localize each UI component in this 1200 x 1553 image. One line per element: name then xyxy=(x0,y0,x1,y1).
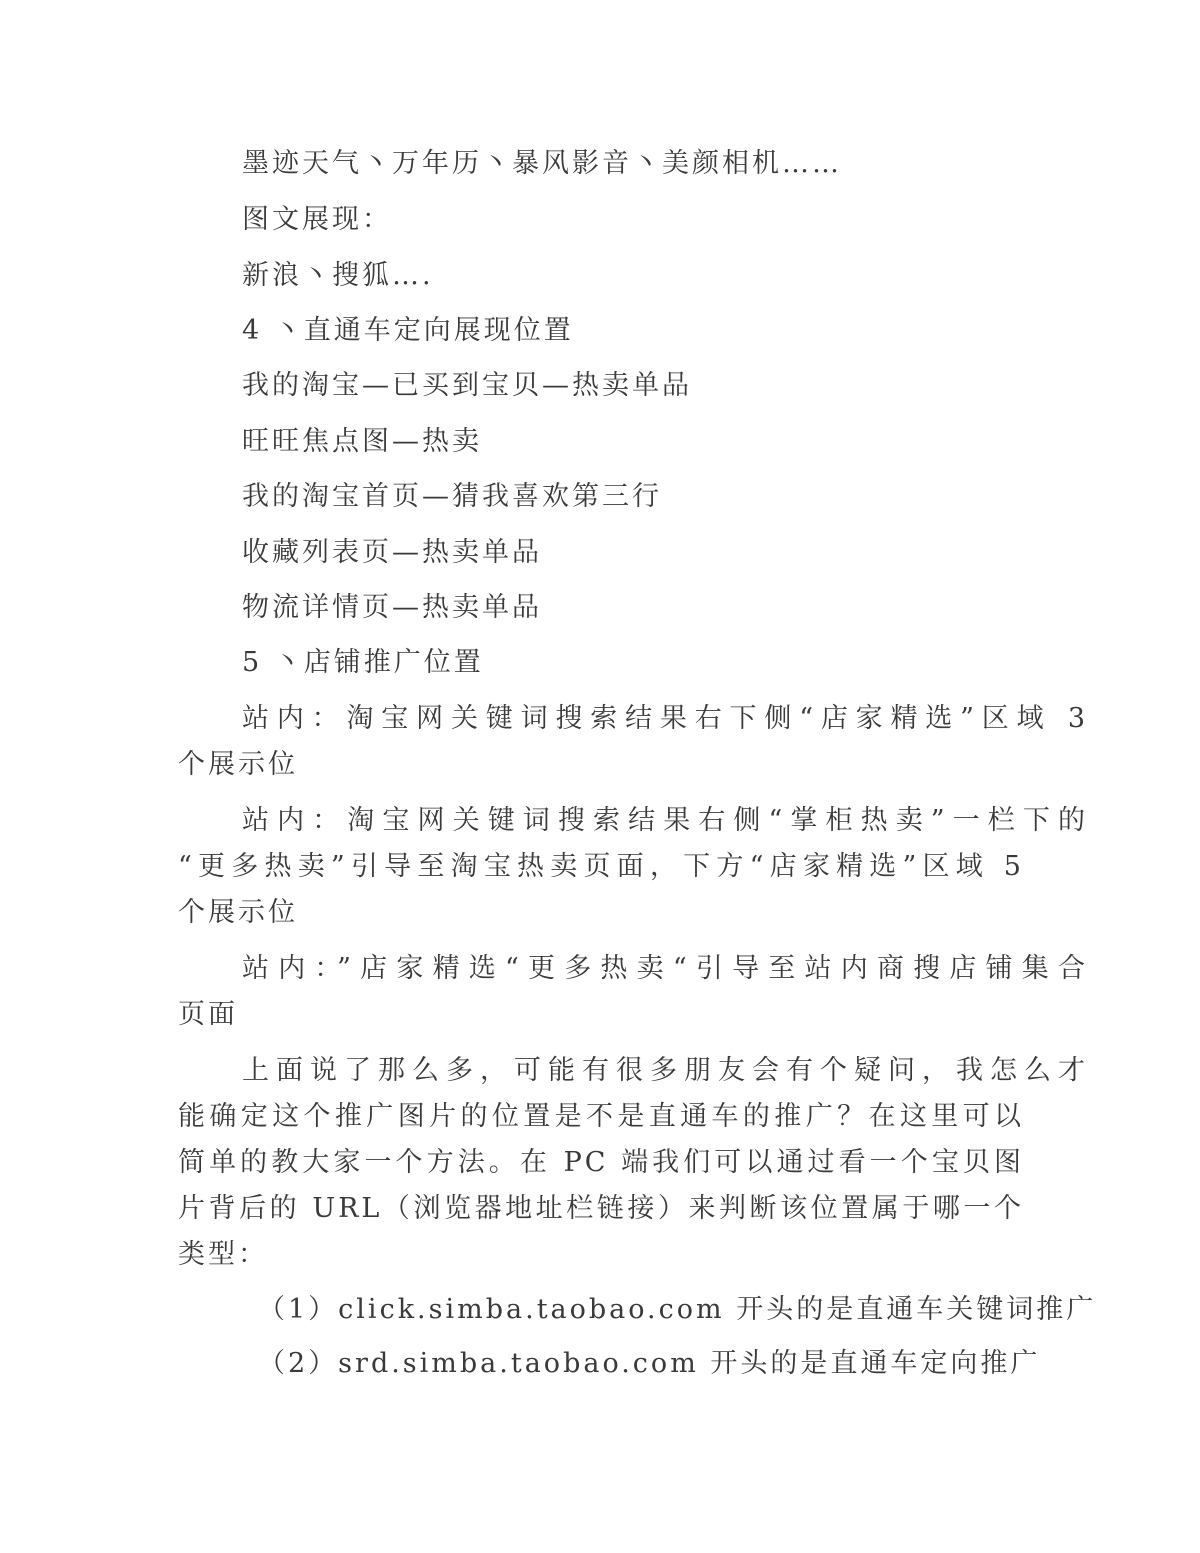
text-line-my-taobao-purchased: 我的淘宝—已买到宝贝—热卖单品 xyxy=(242,370,692,401)
paragraph-line: 能确定这个推广图片的位置是不是直通车的推广？在这里可以 xyxy=(178,1101,1024,1132)
text-line-apps: 墨迹天气丶万年历丶暴风影音丶美颜相机…… xyxy=(242,148,842,179)
text-line-my-taobao-home: 我的淘宝首页—猜我喜欢第三行 xyxy=(242,481,662,512)
paragraph-line: 站内：淘宝网关键词搜索结果右侧“掌柜热卖”一栏下的 xyxy=(242,805,1088,836)
paragraph-line: 个展示位 xyxy=(178,897,298,928)
list-item-keyword-url: （1）click.simba.taobao.com 开头的是直通车关键词推广 xyxy=(258,1294,1097,1325)
section-heading-shop-promotion: 5 丶店铺推广位置 xyxy=(242,647,484,678)
list-item-targeted-url: （2）srd.simba.taobao.com 开头的是直通车定向推广 xyxy=(258,1348,1041,1379)
paragraph-line: 页面 xyxy=(178,999,238,1030)
text-line-image-text-display: 图文展现： xyxy=(242,204,392,235)
paragraph-line: 简单的教大家一个方法。在 PC 端我们可以通过看一个宝贝图 xyxy=(178,1147,1024,1178)
text-line-wangwang-focus: 旺旺焦点图—热卖 xyxy=(242,426,482,457)
text-line-sina-sohu: 新浪丶搜狐…. xyxy=(242,260,434,291)
section-heading-targeted-display: 4 丶直通车定向展现位置 xyxy=(242,315,574,346)
paragraph-line: 个展示位 xyxy=(178,749,298,780)
paragraph-line: 类型： xyxy=(178,1239,268,1270)
paragraph-line: 上面说了那么多，可能有很多朋友会有个疑问，我怎么才 xyxy=(242,1055,1088,1086)
paragraph-line: 片背后的 URL（浏览器地址栏链接）来判断该位置属于哪一个 xyxy=(178,1193,1024,1224)
paragraph-line: 站内：”店家精选“更多热卖“引导至站内商搜店铺集合 xyxy=(242,953,1088,984)
text-line-favorites: 收藏列表页—热卖单品 xyxy=(242,537,542,568)
text-line-logistics: 物流详情页—热卖单品 xyxy=(242,592,542,623)
paragraph-line: “更多热卖”引导至淘宝热卖页面，下方“店家精选”区域 5 xyxy=(178,851,1024,882)
paragraph-line: 站内：淘宝网关键词搜索结果右下侧“店家精选”区域 3 xyxy=(242,703,1088,734)
